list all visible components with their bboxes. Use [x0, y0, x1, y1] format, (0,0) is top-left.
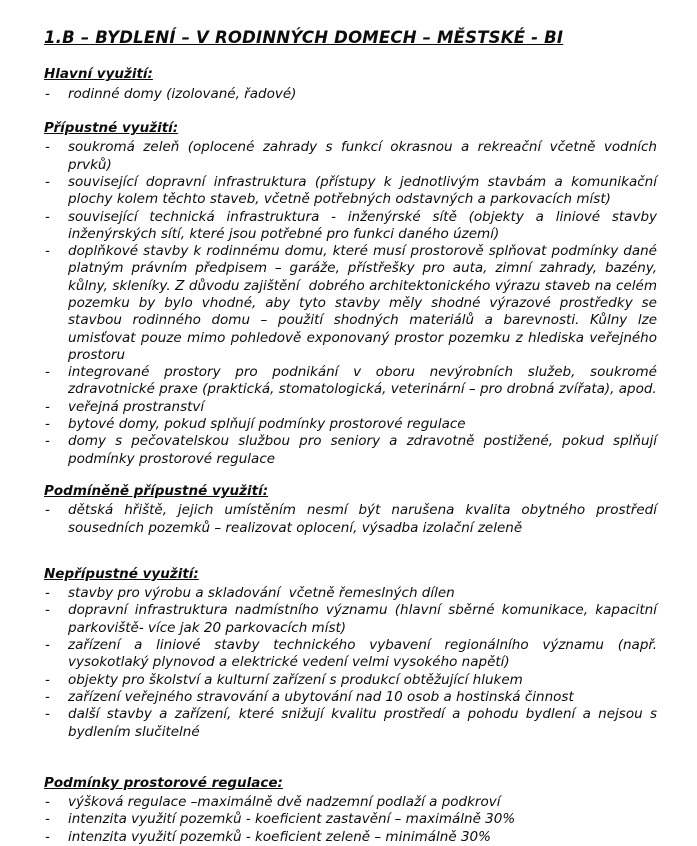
list-item-text: stavby pro výrobu a skladování včetně řemeslných dílen: [68, 585, 455, 602]
bullet-dash: -: [45, 139, 50, 156]
list-item-text: integrované prostory pro podnikání v oboru nevýrobních služeb, soukromé zdravotnické praxe (praktická, stomatologická, veterinární – pro drobná zvířata), apod.: [68, 364, 662, 398]
list-item: [44, 689, 657, 706]
bullet-dash: -: [45, 243, 50, 260]
list-item-text: zařízení a liniové stavby technického vybavení regionálního významu (např. vysokotlaký plynovod a elektrické vedení velmi vysokého napětí): [68, 637, 662, 671]
list-item: [44, 706, 662, 741]
list-item-text: související technická infrastruktura - inženýrské sítě (objekty a liniové stavby inženýrských sítí, které jsou potřebné pro funkci daného území): [68, 208, 662, 242]
document-sections: [44, 66, 662, 846]
list-item-text: výšková regulace –maximálně dvě nadzemní podlaží a podkroví: [68, 794, 501, 811]
bullet-dash: -: [45, 637, 50, 654]
list-item-text: dopravní infrastruktura nadmístního významu (hlavní sběrné komunikace, kapacitní parkoviště- více jak 20 parkovacích míst): [68, 602, 662, 636]
list-item-text: veřejná prostranství: [68, 398, 205, 415]
list-item: [44, 416, 657, 433]
bullet-dash: -: [45, 828, 50, 845]
section-heading: Hlavní využití:: [44, 66, 153, 83]
section-item-list: [44, 86, 657, 103]
bullet-dash: -: [45, 688, 50, 705]
list-item: [44, 829, 657, 846]
bullet-dash: -: [45, 502, 50, 519]
bullet-dash: -: [45, 794, 50, 811]
section-heading: Přípustné využití:: [44, 120, 179, 137]
list-item: [44, 86, 657, 103]
page-title: 1.B – BYDLENÍ – V RODINNÝCH DOMECH – MĚSTSKÉ - BI: [44, 28, 564, 47]
list-item-text: intenzita využití pozemků - koeficient zastavění – maximálně 30%: [68, 811, 516, 828]
section-item-list: [44, 794, 657, 846]
list-item-text: soukromá zeleň (oplocené zahrady s funkcí okrasnou a rekreační včetně vodních prvků): [68, 139, 662, 173]
list-item: [44, 585, 657, 602]
section: [44, 775, 657, 846]
bullet-dash: -: [45, 364, 50, 381]
list-item: [44, 243, 662, 364]
list-item: [44, 399, 657, 416]
list-item: [44, 794, 657, 811]
section-item-list: [44, 502, 662, 537]
bullet-dash: -: [45, 208, 50, 225]
section-item-list: [44, 585, 662, 741]
list-item-text: zařízení veřejného stravování a ubytování nad 10 osob a hostinská činnost: [68, 688, 574, 705]
section: [44, 565, 662, 741]
list-item-text: doplňkové stavby k rodinnému domu, které musí prostorově splňovat podmínky dané platným právním předpisem – garáže, přístřešky pro auta, zimní zahrady, bazény, kůlny, skleníky. Z důvodu zajištění dobrého architektonického výrazu staveb na celém pozemku by bylo vhodné, aby tyto stavby měly shodné výrazové prostředky se stavbou rodinného domu – použití shodných materiálů a barevnosti. Kůlny lze umisťovat pouze mimo pohledově exponovaný prostor pozemku z hlediska veřejného prostoru: [68, 243, 662, 363]
bullet-dash: -: [45, 416, 50, 433]
list-item: [44, 672, 657, 689]
list-item-text: rodinné domy (izolované, řadové): [68, 85, 297, 102]
list-item-text: domy s pečovatelskou službou pro seniory a zdravotně postižené, pokud splňují podmínky prostorové regulace: [68, 433, 662, 467]
bullet-dash: -: [45, 433, 50, 450]
section-heading: Podmíněně přípustné využití:: [44, 482, 269, 499]
list-item: [44, 173, 662, 209]
list-item: [44, 139, 662, 174]
list-item: [44, 208, 662, 244]
list-item-text: bytové domy, pokud splňují podmínky prostorové regulace: [68, 416, 466, 433]
section-heading: Podmínky prostorové regulace:: [44, 774, 283, 791]
section: [44, 66, 657, 103]
bullet-dash: -: [45, 585, 50, 602]
list-item-text: další stavby a zařízení, které snižují kvalitu prostředí a pohodu bydlení a nejsou s bydlením slučitelné: [68, 706, 662, 740]
bullet-dash: -: [45, 671, 50, 688]
list-item: [44, 637, 662, 672]
section: [44, 482, 662, 537]
bullet-dash: -: [45, 706, 50, 723]
section-heading: Nepřípustné využití:: [44, 565, 199, 582]
list-item-text: intenzita využití pozemků - koeficient zeleně – minimálně 30%: [68, 828, 491, 845]
list-item: [44, 433, 662, 468]
bullet-dash: -: [45, 173, 50, 190]
list-item-text: dětská hřiště, jejich umístěním nesmí být narušena kvalita obytného prostředí sousedních pozemků – realizovat oplocení, výsadba izolační zeleně: [68, 502, 662, 536]
bullet-dash: -: [45, 811, 50, 828]
bullet-dash: -: [45, 85, 50, 102]
list-item: [44, 502, 662, 537]
bullet-dash: -: [45, 398, 50, 415]
list-item: [44, 811, 657, 828]
bullet-dash: -: [45, 602, 50, 619]
list-item: [44, 602, 662, 637]
list-item: [44, 364, 662, 399]
section: [44, 120, 662, 468]
section-item-list: [44, 139, 662, 468]
list-item-text: související dopravní infrastruktura (přístupy k jednotlivým stavbám a komunikační plochy kolem těchto staveb, včetně potřebných odstavných a parkovacích míst): [68, 173, 662, 208]
list-item-text: objekty pro školství a kulturní zařízení s produkcí obtěžující hlukem: [68, 671, 523, 688]
